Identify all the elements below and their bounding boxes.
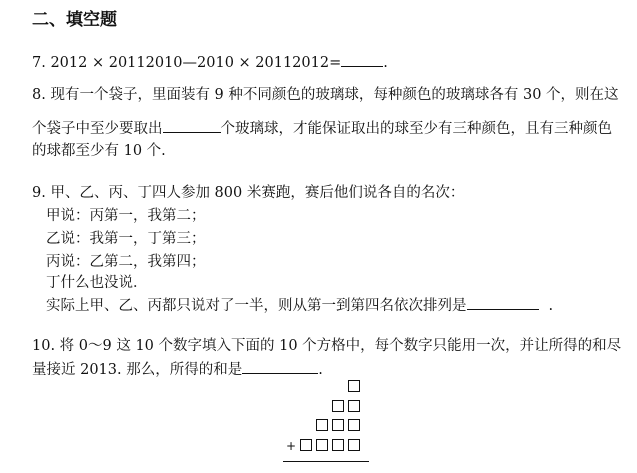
question-9-conclusion-text: 实际上甲、乙、丙都只说对了一半，则从第一到第四名依次排列是 <box>46 298 467 314</box>
question-9-period: . <box>548 298 554 314</box>
question-8-line-2 <box>32 120 612 137</box>
question-9-statement: 乙说：我第一，丁第三； <box>46 231 206 247</box>
question-9-statement: 丙说：乙第二，我第四； <box>46 254 206 270</box>
question-10-line-2 <box>32 361 323 378</box>
answer-blank-8[interactable] <box>163 120 221 133</box>
answer-blank-10[interactable] <box>242 361 318 374</box>
digit-box[interactable] <box>348 419 360 431</box>
answer-blank-9[interactable] <box>467 297 539 310</box>
sum-line <box>283 461 369 462</box>
question-8-text-before-blank: 个袋子中至少要取出 <box>32 121 163 137</box>
digit-box[interactable] <box>332 419 344 431</box>
question-9-intro: 9. 甲、乙、丙、丁四人参加 800 米赛跑，赛后他们说各自的名次： <box>32 185 465 201</box>
digit-box[interactable] <box>316 439 328 451</box>
digit-box[interactable] <box>348 439 360 451</box>
section-title: 二、填空题 <box>32 10 117 30</box>
question-7 <box>32 54 388 71</box>
digit-box[interactable] <box>316 419 328 431</box>
question-9-statement: 丁什么也没说． <box>46 275 148 291</box>
plus-sign: + <box>286 439 297 453</box>
question-10-period: . <box>318 362 323 378</box>
question-9-statement: 甲说：丙第一，我第二； <box>46 208 206 224</box>
digit-box[interactable] <box>332 439 344 451</box>
question-10-line-1: 10. 将 0～9 这 10 个数字填入下面的 10 个方格中，每个数字只能用一次，并让所得的和尽 <box>32 338 622 354</box>
digit-box[interactable] <box>348 400 360 412</box>
digit-box[interactable] <box>348 380 360 392</box>
question-8-line-1: 8. 现有一个袋子，里面装有 9 种不同颜色的玻璃球，每种颜色的玻璃球各有 30 个，则在这 <box>32 87 619 103</box>
digit-box[interactable] <box>332 400 344 412</box>
answer-blank-7[interactable] <box>341 54 383 67</box>
question-10-text-before-blank: 量接近 2013. 那么，所得的和是 <box>32 362 243 378</box>
digit-box[interactable] <box>300 439 312 451</box>
question-9-conclusion <box>46 297 553 314</box>
question-8-text-after-blank: 个玻璃球，才能保证取出的球至少有三种颜色，且有三种颜色 <box>220 121 612 137</box>
question-7-text: 7. 2012 × 20112010—2010 × 20112012= <box>32 55 342 71</box>
question-8-line-3: 的球都至少有 10 个. <box>32 143 166 159</box>
question-7-period: . <box>383 55 388 71</box>
